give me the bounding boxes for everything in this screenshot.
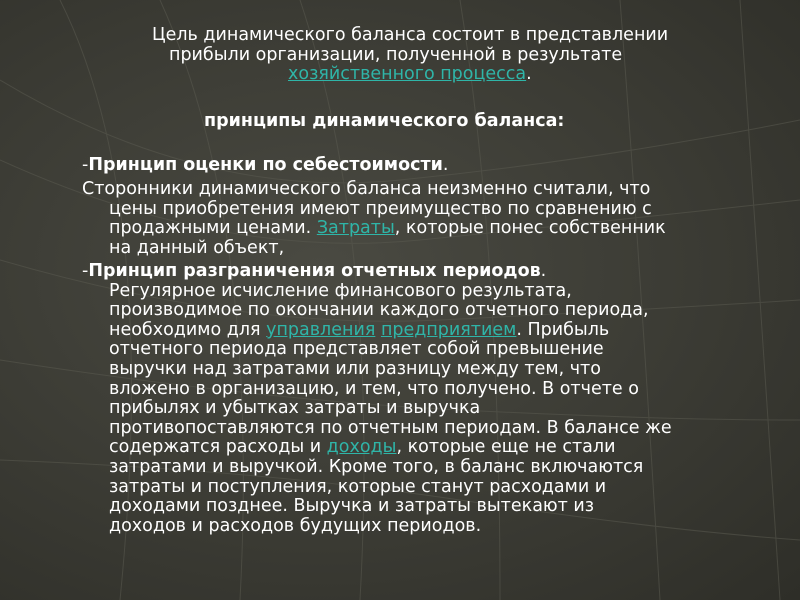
para2-line-9: содержатся расходы и доходы, которые еще не стали — [109, 437, 616, 458]
para2-line-13: доходов и расходов будущих периодов. — [109, 515, 482, 536]
para2-line-12: доходами позднее. Выручка и затраты вытекают из — [109, 496, 595, 517]
link-economic-process[interactable]: хозяйственного процесса — [288, 64, 527, 85]
principle-1-paragraph — [82, 180, 742, 258]
link-income[interactable]: доходы — [326, 437, 397, 458]
para2-line-4: отчетного периода представляет собой превышение — [109, 339, 604, 360]
para2-line-6: вложено в организацию, и тем, что получено. В отчете о — [109, 378, 639, 399]
intro-line-1: Цель динамического баланса состоит в представлении — [152, 25, 669, 45]
intro-line-3: хозяйственного процесса. — [288, 64, 532, 85]
principle-2-name: Принцип разграничения отчетных периодов — [88, 261, 541, 281]
link-management[interactable]: управления — [266, 319, 376, 340]
principle-1-name: Принцип оценки по себестоимости — [88, 155, 443, 175]
para2-line-11: затраты и поступления, которые станут расходами и — [109, 476, 607, 497]
para1-line-2: цены приобретения имеют преимущество по сравнению с — [109, 198, 652, 219]
principle-1-title: -Принцип оценки по себестоимости. — [82, 155, 449, 175]
para2-line-7: прибылях и убытках затраты и выручка — [109, 398, 481, 419]
para2-line-8: противопоставляются по отчетным периодам. В балансе же — [109, 417, 672, 438]
para1-line-4: на данный объект, — [109, 237, 285, 258]
para2-line-1: Регулярное исчисление финансового результата, — [109, 280, 572, 301]
link-costs[interactable]: Затраты — [316, 218, 395, 239]
para2-line-5: выручки над затратами или разницу между тем, что — [109, 358, 601, 379]
para2-line-10: затратами и выручкой. Кроме того, в баланс включаются — [109, 456, 644, 477]
principle-2-title: -Принцип разграничения отчетных периодов. — [82, 261, 547, 281]
intro-line-2: прибыли организации, полученной в результате — [169, 44, 623, 65]
para1-line-3: продажными ценами. Затраты, которые понес собственник — [109, 218, 666, 239]
principles-heading: принципы динамического баланса: — [204, 111, 565, 131]
principle-2-paragraph — [82, 262, 742, 536]
para1-line-1: Сторонники динамического баланса неизменно считали, что — [82, 179, 651, 199]
para2-line-3: необходимо для управления предприятием. Прибыль — [109, 319, 610, 340]
link-enterprise[interactable]: предприятием — [380, 319, 517, 340]
para2-line-2: производимое по окончании каждого отчетного периода, — [109, 300, 649, 321]
intro-paragraph — [152, 26, 752, 85]
